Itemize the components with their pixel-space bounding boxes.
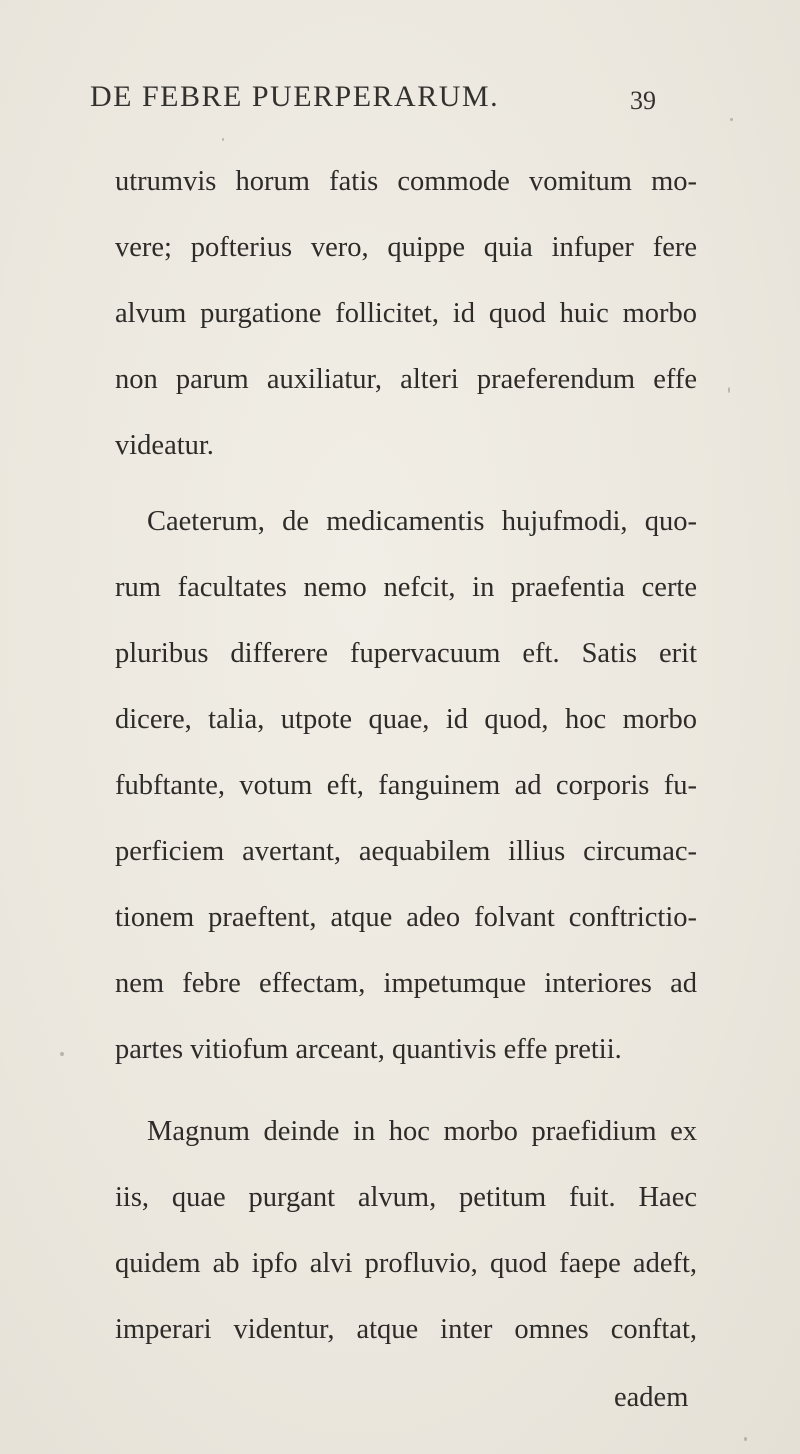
text-line: tionem praeftent, atque adeo folvant conftrictio- [115,902,697,933]
page-number: 39 [630,86,656,115]
text-line: videatur. [115,430,214,461]
text-line: pluribus differere fupervacuum eft. Satis erit [115,638,697,669]
text-line: rum facultates nemo nefcit, in praefentia certe [115,572,697,603]
text-line: quidem ab ipfo alvi profluvio, quod faepe adeft, [115,1248,697,1279]
text-line: fubftante, votum eft, fanguinem ad corporis fu- [115,770,697,801]
paper-speck [744,1437,747,1441]
catchword: eadem [614,1382,689,1413]
running-head [90,80,690,120]
text-line: vere; pofterius vero, quippe quia infuper fere [115,232,697,263]
text-line: non parum auxiliatur, alteri praeferendum effe [115,364,697,395]
text-line: alvum purgatione follicitet, id quod huic morbo [115,298,697,329]
text-line: Caeterum, de medicamentis hujufmodi, quo- [147,506,697,537]
paper-speck [730,118,733,121]
paper-speck [728,387,730,393]
text-line: utrumvis horum fatis commode vomitum mo- [115,166,697,197]
text-line: iis, quae purgant alvum, petitum fuit. Haec [115,1182,697,1213]
paper-speck [222,138,224,141]
text-line: dicere, talia, utpote quae, id quod, hoc morbo [115,704,697,735]
paper-speck [60,1052,64,1056]
text-line: Magnum deinde in hoc morbo praefidium ex [147,1116,697,1147]
running-title: DE FEBRE PUERPERARUM. [90,80,500,113]
text-line: perficiem avertant, aequabilem illius circumac- [115,836,697,867]
text-line: imperari videntur, atque inter omnes conftat, [115,1314,697,1345]
text-line: partes vitiofum arceant, quantivis effe pretii. [115,1034,622,1065]
text-line: nem febre effectam, impetumque interiores ad [115,968,697,999]
